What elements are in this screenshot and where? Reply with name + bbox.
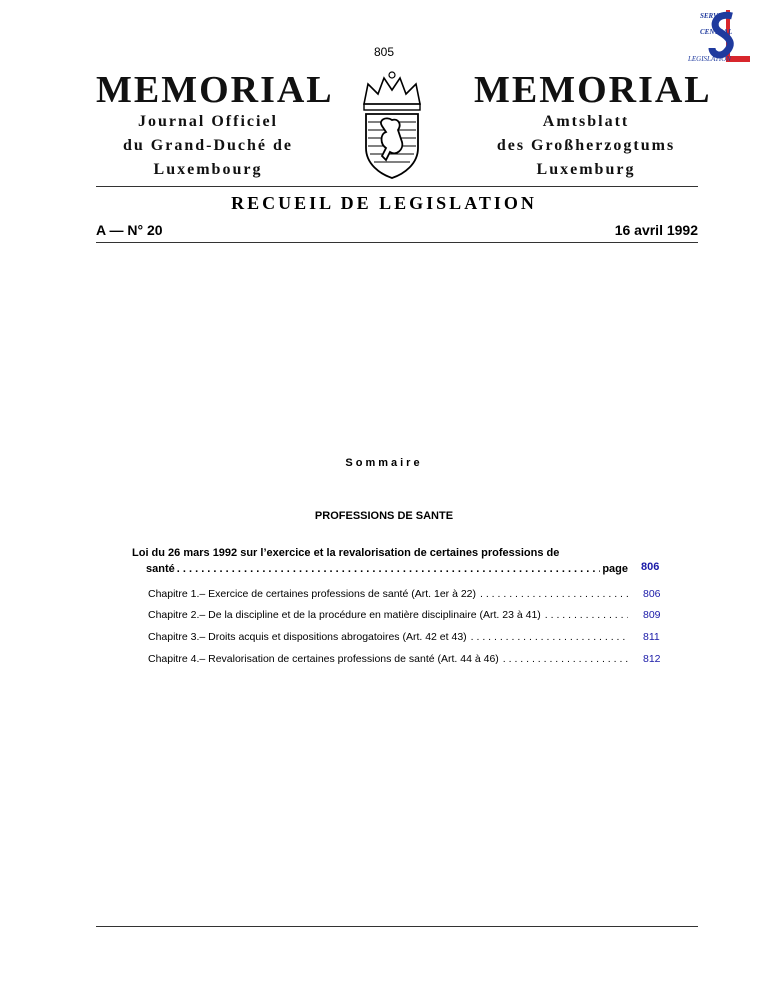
toc-chapter-3-page-link[interactable]: 811 xyxy=(643,631,660,643)
toc-main-entry-line2 xyxy=(132,561,628,577)
toc-chapter-label: Chapitre 3.– Droits acquis et dispositions abrogatoires (Art. 42 et 43) xyxy=(148,631,467,643)
toc-chapter-label: Chapitre 2.– De la discipline et de la procédure en matière disciplinaire (Art. 23 à 41) xyxy=(148,609,541,621)
toc-main-entry-continuation: santé xyxy=(146,563,175,575)
toc-chapter-4[interactable] xyxy=(148,653,628,665)
dot-leader xyxy=(471,631,628,643)
dot-leader xyxy=(177,561,601,577)
subtitle-line: Luxembourg xyxy=(153,161,263,178)
footer-divider xyxy=(96,926,698,927)
subtitle-line: Amtsblatt xyxy=(542,113,630,130)
masthead-subtitle-german xyxy=(476,110,696,182)
toc-chapter-2[interactable] xyxy=(148,609,628,621)
subtitle-line: Journal Officiel xyxy=(138,113,278,130)
coat-of-arms-icon xyxy=(356,70,428,180)
summary-heading: Sommaire xyxy=(345,457,423,469)
masthead-subtitle-french xyxy=(98,110,318,182)
header-divider xyxy=(96,186,698,187)
svg-text:LEGISLATION: LEGISLATION xyxy=(688,55,731,63)
masthead-title-french: MEMORIAL xyxy=(96,69,334,111)
toc-page-label: page xyxy=(602,563,628,575)
issue-number: A — N° 20 xyxy=(96,222,163,238)
section-heading: PROFESSIONS DE SANTE xyxy=(314,510,454,522)
subtitle-line: des Großherzogtums xyxy=(496,137,676,154)
dot-leader xyxy=(503,653,628,665)
issue-divider xyxy=(96,242,698,243)
issue-date: 16 avril 1992 xyxy=(614,222,698,238)
svg-text:CENTRAL: CENTRAL xyxy=(700,28,733,36)
toc-main-page-link[interactable]: 806 xyxy=(641,561,660,573)
toc-chapter-label: Chapitre 4.– Revalorisation de certaines professions de santé (Art. 44 à 46) xyxy=(148,653,499,665)
toc-chapter-1-page-link[interactable]: 806 xyxy=(643,588,661,600)
subtitle-line: Luxemburg xyxy=(536,161,636,178)
subtitle-line: du Grand-Duché de xyxy=(122,137,294,154)
toc-main-entry[interactable] xyxy=(132,545,628,577)
toc-chapter-label: Chapitre 1.– Exercice de certaines professions de santé (Art. 1er à 22) xyxy=(148,588,477,600)
dot-leader xyxy=(545,609,628,621)
toc-chapter-2-page-link[interactable]: 809 xyxy=(643,609,661,621)
collection-title: RECUEIL DE LEGISLATION xyxy=(231,193,537,213)
toc-chapter-3[interactable] xyxy=(148,631,628,643)
service-central-legislation-logo xyxy=(686,8,758,68)
svg-text:SERVICE: SERVICE xyxy=(700,12,730,20)
toc-chapter-4-page-link[interactable]: 812 xyxy=(643,653,661,665)
dot-leader xyxy=(480,588,628,600)
toc-chapter-1[interactable] xyxy=(148,588,628,600)
masthead-title-german: MEMORIAL xyxy=(474,69,712,111)
page-number: 805 xyxy=(373,45,395,59)
toc-main-entry-title: Loi du 26 mars 1992 sur l’exercice et la revalorisation de certaines professions de xyxy=(132,547,560,559)
